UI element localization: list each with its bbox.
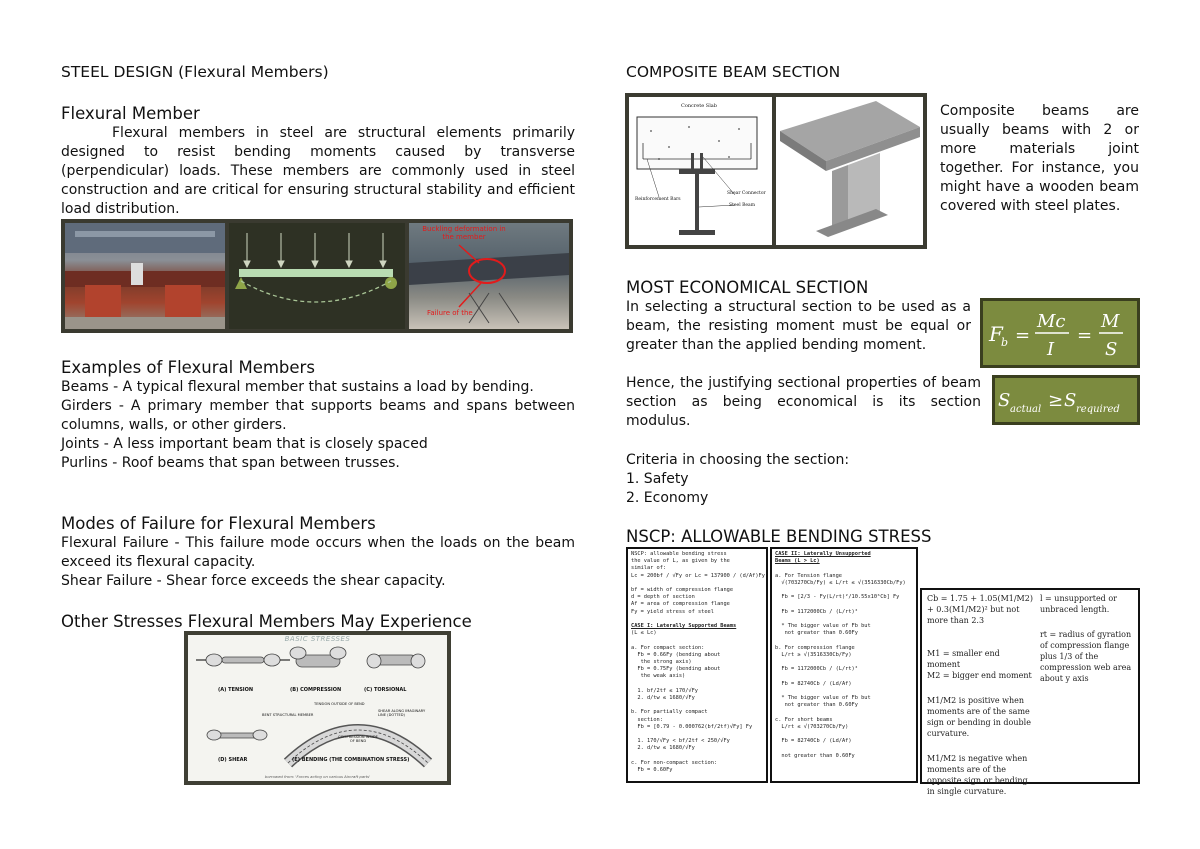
label-shear-imaginary: SHEAR ALONG IMAGINARY LINE (DOTTED) [378, 709, 426, 717]
composite-heading: COMPOSITE BEAM SECTION [626, 63, 841, 81]
nscp-table-col3 [920, 588, 1140, 796]
composite-figure [625, 93, 927, 249]
svg-text:≥: ≥ [1048, 390, 1064, 411]
criteria-title: Criteria in choosing the section: [626, 452, 850, 468]
note-negative: M1/M2 is negative when moments are of the opposite sign or bending in single curvature. [927, 754, 1028, 796]
section-modulus-formula [992, 375, 1140, 425]
modes-heading: Modes of Failure for Flexural Members [61, 514, 376, 533]
svg-text:S: S [1064, 390, 1077, 411]
svg-text:I: I [1047, 339, 1055, 360]
note-radius-gyration: rt = radius of gyration of compression flange plus 1/3 of the compression web area about y axis [1039, 630, 1132, 683]
label-compression-inside: COMPRESSION INSIDE OF BEND [338, 735, 378, 743]
economical-heading: MOST ECONOMICAL SECTION [626, 278, 869, 297]
example-purlins: Purlins - Roof beams that span between trusses. [61, 455, 400, 471]
label-bending: (E) BENDING (THE COMBINATION STRESS) [292, 757, 410, 763]
composite-body: Composite beams are usually beams with 2 or more materials joint together. For instance, you might have a wooden beam covered with steel plates. [940, 103, 1139, 214]
examples-section [61, 358, 575, 473]
svg-text:b: b [1001, 336, 1009, 349]
svg-text:S: S [998, 390, 1011, 411]
flexural-member-heading: Flexural Member [61, 104, 200, 123]
criteria-section [626, 451, 1140, 508]
label-shear-connector: Shear Connector [727, 191, 766, 196]
example-joints: Joints - A less important beam that is closely spaced [61, 436, 428, 452]
svg-text:=: = [1077, 325, 1093, 346]
flexure-formula [980, 298, 1140, 368]
failure-label: Failure of the [427, 309, 473, 317]
label-bent-member: BENT STRUCTURAL MEMBER [262, 713, 314, 717]
nscp-heading: NSCP: ALLOWABLE BENDING STRESS [626, 527, 932, 546]
label-steel-beam: Steel Beam [729, 203, 756, 208]
label-torsional: (C) TORSIONAL [364, 687, 407, 693]
other-stresses-heading: Other Stresses Flexural Members May Experience [61, 612, 472, 631]
example-girders: Girders - A primary member that supports beams and spans between columns, walls, or other girders. [61, 398, 575, 433]
label-shear: (D) SHEAR [218, 757, 248, 763]
criteria-economy: 2. Economy [626, 490, 709, 506]
left-column [61, 62, 575, 219]
modes-section [61, 514, 575, 591]
svg-text:F: F [989, 322, 1003, 346]
economical-para2: Hence, the justifying sectional properties of beam section as being economical is its section modulus. [626, 375, 981, 429]
figure-credit: borrowed from: 'Forces acting on various Aircraft parts' [264, 774, 371, 779]
svg-text:S: S [1105, 339, 1118, 360]
flexural-member-body: Flexural members in steel are structural elements primarily designed to resist bending moments caused by transverse (perpendicular) loads. These members are commonly used in steel construction and are critical for ensuring structural stability and efficient load distribution. [61, 125, 575, 217]
svg-text:=: = [1015, 325, 1031, 346]
composite-section [626, 62, 1140, 82]
example-beams: Beams - A typical flexural member that sustains a load by bending. [61, 379, 534, 395]
svg-text:M: M [1101, 311, 1120, 332]
mode-flexural: Flexural Failure - This failure mode occurs when the loads on the beam exceed its flexural capacity. [61, 535, 575, 570]
basic-stresses-title: BASIC STRESSES [284, 635, 351, 643]
flexural-photo-strip [61, 219, 573, 333]
label-concrete-slab: Concrete Slab [681, 103, 717, 109]
note-m1: M1 = smaller end moment [927, 649, 1000, 669]
nscp-table-col2: CASE II: Laterally Unsupported Beams (L > Lc) a. For Tension flange √(703270Cb/Fy) ≤ L/rt ≤ √(3516330Cb/Fy) Fb = [2/3 - Fy(L/rt)²/10.55x10⁶Cb] Fy Fb = 1172000Cb / (L/rt)² * The bigger value of Fb but not greater than 0.60Fy b. For compression flange L/rt ≥ √(3516330Cb/Fy) Fb = 1172000Cb / (L/rt)² Fb = 82740Cb / (Ld/Af) * The bigger value of Fb but not greater than 0.60Fy c. For short beams L/rt ≤ √(703270Cb/Fy) Fb = 82740Cb / (Ld/Af) not greater than 0.60Fy [770, 547, 918, 783]
criteria-safety: 1. Safety [626, 471, 689, 487]
nscp-section [626, 527, 1140, 547]
composite-3d-render [776, 97, 923, 245]
label-tension-outside: TENSION OUTSIDE OF BEND [314, 702, 365, 706]
mode-shear: Shear Failure - Shear force exceeds the shear capacity. [61, 573, 446, 589]
composite-section-diagram [629, 97, 772, 245]
other-stresses-section [61, 612, 575, 632]
page-title: STEEL DESIGN (Flexural Members) [61, 63, 329, 81]
cb-formula: Cb = 1.75 + 1.05(M1/M2) + 0.3(M1/M2)² but not more than 2.3 [927, 594, 1033, 625]
examples-heading: Examples of Flexural Members [61, 358, 315, 377]
basic-stresses-figure [184, 631, 451, 785]
note-unsupported-length: l = unsupported or unbraced length. [1039, 594, 1117, 614]
note-m2: M2 = bigger end moment [927, 671, 1032, 680]
economical-section [626, 278, 971, 355]
svg-text:required: required [1076, 404, 1120, 415]
svg-text:Mc: Mc [1037, 311, 1066, 332]
note-positive: M1/M2 is positive when moments are of the same sign or bending in double curvature. [927, 696, 1031, 738]
label-tension: (A) TENSION [218, 687, 254, 693]
label-compression: (B) COMPRESSION [290, 687, 342, 693]
svg-text:actual: actual [1010, 404, 1042, 415]
nscp-table-col1: NSCP: allowable bending stress the value of L, as given by the similar of: Lc = 200bf / √Fy or Lc = 137900 / (d/Af)Fy bf = width of compression flange d = depth of section Af = area of compression flange Fy = yield stress of steel CASE I: Laterally Supported Beams (L ≤ Lc) a. For compact section: Fb = 0.66Fy (bending about the strong axis) Fb = 0.75Fy (bending about the weak axis) 1. bf/2tf ≤ 170/√Fy 2. d/tw ≤ 1680/√Fy b. For partially compact section: Fb = [0.79 - 0.000762(bf/2tf)√Fy] Fy 1. 170/√Fy < bf/2tf < 250/√Fy 2. d/tw ≤ 1680/√Fy c. For non-compact section: Fb = 0.60Fy [626, 547, 768, 783]
buckling-label: Buckling deformation in the member [422, 225, 506, 241]
economical-para1: In selecting a structural section to be used as a beam, the resisting moment must be equal or greater than the applied bending moment. [626, 299, 971, 353]
label-reinforcement: Reinforcement Bars [635, 197, 681, 202]
beam-failure-photo [409, 223, 569, 329]
beam-test-photo [65, 223, 225, 329]
beam-load-diagram [229, 223, 405, 329]
